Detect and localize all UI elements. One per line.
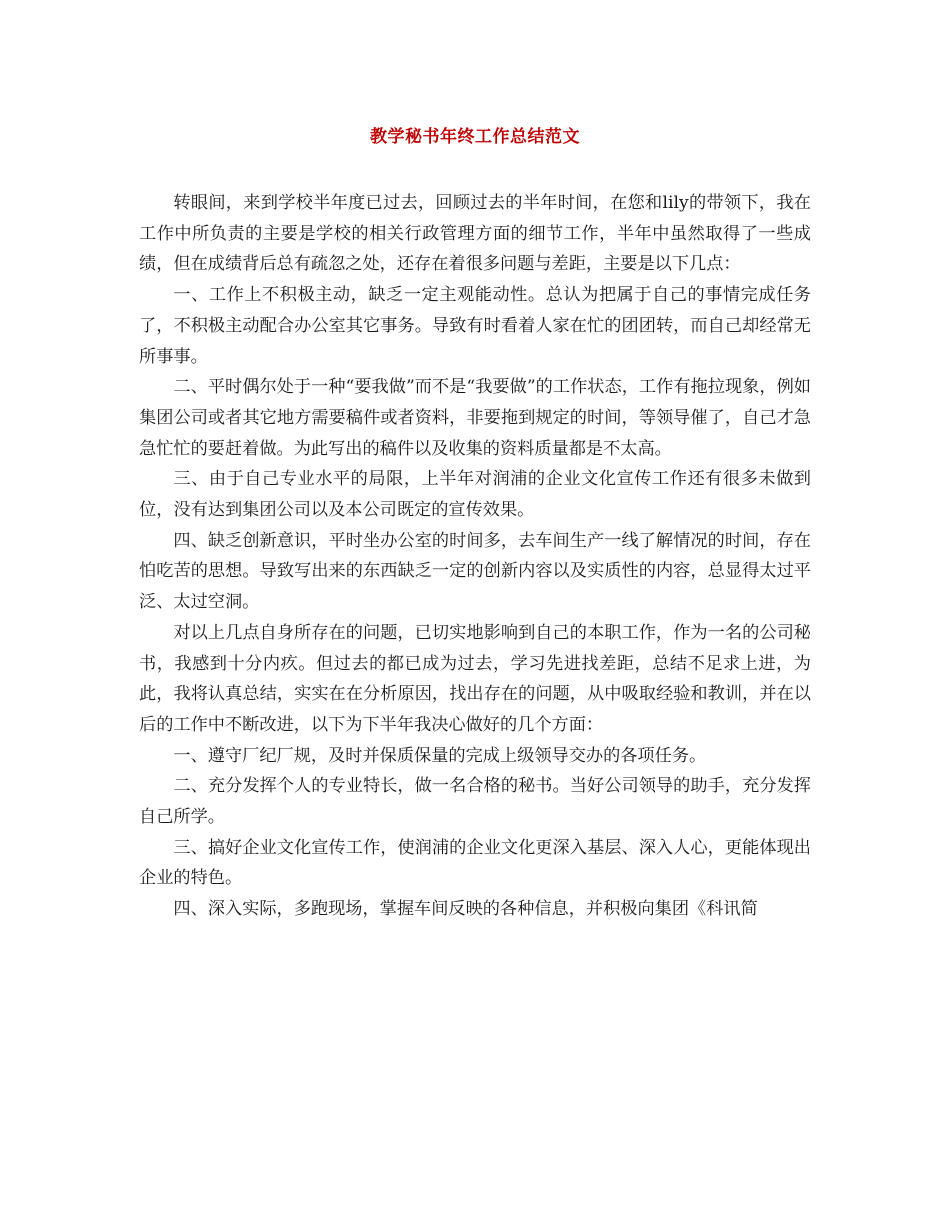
paragraph: 转眼间，来到学校半年度已过去，回顾过去的半年时间，在您和lily的带领下，我在工作中所负责的主要是学校的相关行政管理方面的细节工作，半年中虽然取得了一些成绩，但在成绩背后总有疏忽之处，还存在着很多问题与差距，主要是以下几点： [139, 193, 811, 275]
paragraph: 四、深入实际，多跑现场，掌握车间反映的各种信息，并积极向集团《科讯简 [173, 899, 758, 920]
paragraph: 三、由于自己专业水平的局限，上半年对润浦的企业文化宣传工作还有很多未做到位，没有达到集团公司以及本公司既定的宣传效果。 [139, 469, 811, 521]
document-title: 教学秘书年终工作总结范文 [370, 127, 580, 147]
paragraph: 对以上几点自身所存在的问题，已切实地影响到自己的本职工作，作为一名的公司秘书，我感到十分内疚。但过去的都已成为过去，学习先进找差距，总结不足求上进，为此，我将认真总结，实实在在分析原因，找出存在的问题，从中吸取经验和教训，并在以后的工作中不断改进，以下为下半年我决心做好的几个方面： [139, 622, 811, 735]
paragraph: 四、缺乏创新意识，平时坐办公室的时间多，去车间生产一线了解情况的时间，存在怕吃苦的思想。导致写出来的东西缺乏一定的创新内容以及实质性的内容，总显得太过平泛、太过空洞。 [139, 530, 811, 613]
paragraph: 二、平时偶尔处于一种“要我做”而不是“我要做”的工作状态，工作有拖拉现象，例如集团公司或者其它地方需要稿件或者资料，非要拖到规定的时间，等领导催了，自己才急急忙忙的要赶着做。为此写出的稿件以及收集的资料质量都是不太高。 [139, 377, 811, 459]
paragraph: 二、充分发挥个人的专业特长，做一名合格的秘书。当好公司领导的助手，充分发挥自己所学。 [139, 776, 811, 828]
document-body [139, 188, 811, 925]
paragraph: 三、搞好企业文化宣传工作，使润浦的企业文化更深入基层、深入人心，更能体现出企业的特色。 [139, 837, 811, 889]
paragraph: 一、遵守厂纪厂规，及时并保质保量的完成上级领导交办的各项任务。 [173, 745, 707, 766]
paragraph: 一、工作上不积极主动，缺乏一定主观能动性。总认为把属于自己的事情完成任务了，不积极主动配合办公室其它事务。导致有时看着人家在忙的团团转，而自己却经常无所事事。 [139, 285, 811, 367]
